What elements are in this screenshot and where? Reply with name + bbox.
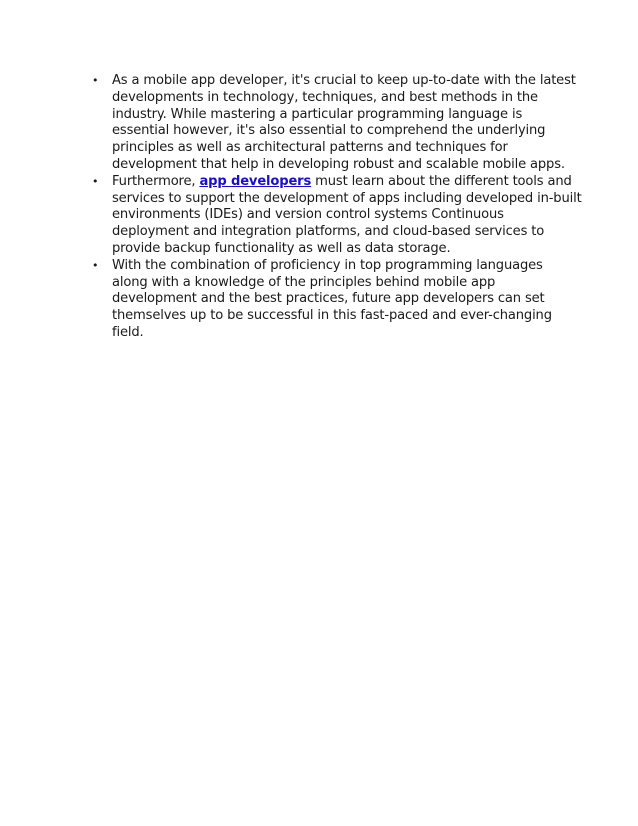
text-before-link: Furthermore, xyxy=(112,173,200,189)
text-after-link: must learn about the different tools and services to support the development of apps including developed in-built environments (IDEs) and version control systems Continuous deployment and integration platforms, and cloud-based services to provide backup functionality as well as data storage. xyxy=(112,173,582,256)
app-developers-link[interactable]: app developers xyxy=(199,173,312,189)
list-item xyxy=(92,258,582,342)
paragraph-text: As a mobile app developer, it's crucial to keep up-to-date with the latest developments in technology, techniques, and best methods in the industry. While mastering a particular programming language is essential however, it's also essential to comprehend the underlying principles as well as architectural patterns and techniques for development that help in developing robust and scalable mobile apps. xyxy=(112,73,576,172)
bullet-icon: • xyxy=(92,258,99,272)
paragraph-text: With the combination of proficiency in top programming languages along with a knowledge of the principles behind mobile app development and the best practices, future app developers can set themselves up to be successful in this fast-paced and ever-changing field. xyxy=(112,257,552,340)
list-item xyxy=(92,174,582,258)
bullet-list xyxy=(92,73,582,342)
bullet-icon: • xyxy=(92,74,99,87)
paragraph-text xyxy=(112,174,582,258)
bullet-icon: • xyxy=(92,174,99,188)
list-item xyxy=(92,73,582,174)
